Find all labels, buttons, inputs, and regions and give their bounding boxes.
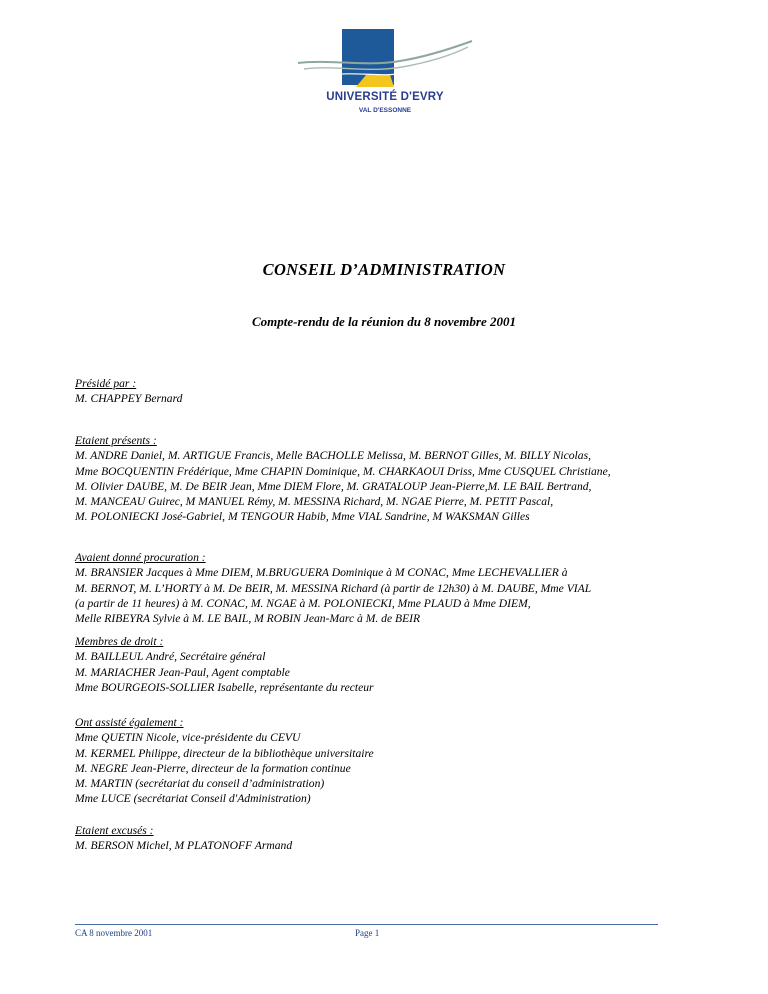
section-line: M. KERMEL Philippe, directeur de la bibliothèque universitaire [75,746,374,760]
section-line: M. NEGRE Jean-Pierre, directeur de la formation continue [75,761,351,775]
section-line: Mme BOCQUENTIN Frédérique, Mme CHAPIN Dominique, M. CHARKAOUI Driss, Mme CUSQUEL Christiane, [75,464,611,478]
logo-university-subname: VAL D'ESSONNE [358,107,412,114]
section-preside [75,376,715,407]
section-line: M. BERNOT, M. L’HORTY à M. De BEIR, M. MESSINA Richard (à partir de 12h30) à M. DAUBE, Mme VIAL [75,581,592,595]
section-line: M. POLONIECKI José-Gabriel, M TENGOUR Habib, Mme VIAL Sandrine, M WAKSMAN Gilles [75,510,530,524]
section-line: M. MANCEAU Guirec, M MANUEL Rémy, M. MESSINA Richard, M. NGAE Pierre, M. PETIT Pascal, [75,495,554,509]
section-line: M. ANDRE Daniel, M. ARTIGUE Francis, Melle BACHOLLE Melissa, M. BERNOT Gilles, M. BILLY Nicolas, [75,449,591,463]
section-line: M. BERSON Michel, M PLATONOFF Armand [75,839,293,853]
section-heading: Etaient excusés : [75,824,154,837]
section-heading: Etaient présents : [75,434,157,447]
section-line: (a partir de 11 heures) à M. CONAC, M. NGAE à M. POLONIECKI, Mme PLAUD à Mme DIEM, [75,596,531,610]
section-line: Mme QUETIN Nicole, vice-présidente du CEVU [75,731,301,745]
section-line: Mme BOURGEOIS-SOLLIER Isabelle, représentante du recteur [75,680,374,694]
footer-divider [75,924,658,925]
section-heading: Avaient donné procuration : [75,551,206,564]
section-ont-assiste [75,715,715,807]
section-line: M. BRANSIER Jacques à Mme DIEM, M.BRUGUERA Dominique à M CONAC, Mme LECHEVALLIER à [75,566,568,580]
section-procuration [75,550,715,626]
section-line: M. Olivier DAUBE, M. De BEIR Jean, Mme DIEM Flore, M. GRATALOUP Jean-Pierre,M. LE BAIL Bertrand, [75,479,592,493]
section-line: Mme LUCE (secrétariat Conseil d'Administration) [75,792,311,806]
section-line: M. MARIACHER Jean-Paul, Agent comptable [75,665,290,679]
section-heading: Présidé par : [75,377,137,390]
section-heading: Ont assisté également : [75,716,184,729]
university-logo [290,25,480,135]
section-excuses [75,823,715,854]
section-membres-de-droit [75,634,715,695]
section-line: M. CHAPPEY Bernard [75,392,183,406]
section-line: M. BAILLEUL André, Secrétaire général [75,650,266,664]
section-line: Melle RIBEYRA Sylvie à M. LE BAIL, M ROBIN Jean-Marc à M. de BEIR [75,612,421,626]
document-subtitle: Compte-rendu de la réunion du 8 novembre 2001 [252,314,516,329]
logo-university-name: UNIVERSITÉ D'EVRY [326,91,444,103]
footer-document-label: CA 8 novembre 2001 [75,928,153,938]
section-line: M. MARTIN (secrétariat du conseil d’administration) [75,777,325,791]
section-heading: Membres de droit : [75,635,164,648]
section-presents [75,433,715,525]
logo-mark-icon [290,25,480,97]
document-title: CONSEIL D’ADMINISTRATION [262,260,506,279]
footer-page-number: Page 1 [355,928,380,938]
